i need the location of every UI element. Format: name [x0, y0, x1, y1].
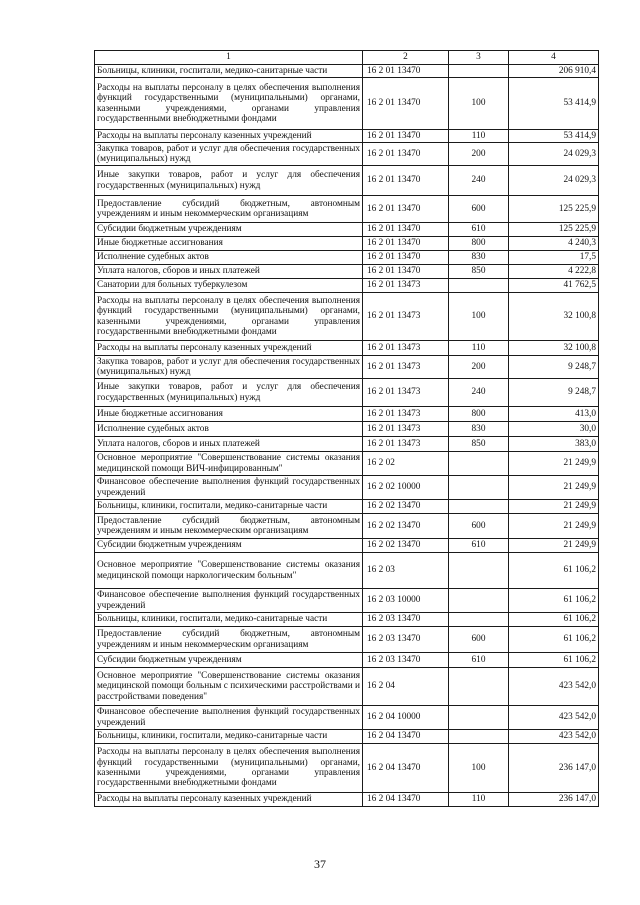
row-name-cell: Расходы на выплаты персоналу казенных учреждений — [95, 793, 363, 807]
table-row — [95, 223, 599, 237]
table-row — [95, 452, 599, 476]
expense-type-cell: 830 — [449, 251, 509, 265]
table-row — [95, 653, 599, 668]
row-name-cell: Уплата налогов, сборов и иных платежей — [95, 265, 363, 279]
expense-type-cell: 100 — [449, 293, 509, 341]
target-code-cell: 16 2 02 13470 — [363, 539, 449, 553]
target-code-cell: 16 2 04 — [363, 668, 449, 706]
expense-type-cell: 610 — [449, 223, 509, 237]
table-row — [95, 668, 599, 706]
target-code-cell: 16 2 04 13470 — [363, 744, 449, 793]
expense-type-cell — [449, 668, 509, 706]
expense-type-cell: 110 — [449, 341, 509, 356]
expense-type-cell: 240 — [449, 166, 509, 196]
expense-type-cell: 830 — [449, 422, 509, 437]
amount-cell: 41 762,5 — [509, 279, 599, 293]
amount-cell: 21 249,9 — [509, 476, 599, 500]
amount-cell: 9 248,7 — [509, 379, 599, 407]
expense-type-cell — [449, 279, 509, 293]
amount-cell: 24 029,3 — [509, 143, 599, 166]
row-name-cell: Предоставление субсидий бюджетным, автономным учреждениям и иным некоммерческим организациям — [95, 514, 363, 539]
table-row — [95, 514, 599, 539]
target-code-cell: 16 2 01 13470 — [363, 196, 449, 223]
expense-type-cell — [449, 452, 509, 476]
target-code-cell: 16 2 01 13470 — [363, 65, 449, 78]
amount-cell: 53 414,9 — [509, 78, 599, 130]
expense-type-cell: 800 — [449, 237, 509, 251]
table-row — [95, 744, 599, 793]
expense-type-cell: 850 — [449, 437, 509, 452]
table-row — [95, 379, 599, 407]
target-code-cell: 16 2 01 13470 — [363, 265, 449, 279]
table-row — [95, 407, 599, 422]
table-row — [95, 237, 599, 251]
amount-cell: 61 106,2 — [509, 653, 599, 668]
amount-cell: 61 106,2 — [509, 613, 599, 627]
row-name-cell: Исполнение судебных актов — [95, 422, 363, 437]
expense-type-cell: 110 — [449, 130, 509, 143]
table-row — [95, 143, 599, 166]
table-row — [95, 613, 599, 627]
amount-cell: 423 542,0 — [509, 668, 599, 706]
table-row — [95, 341, 599, 356]
expense-type-cell — [449, 730, 509, 744]
column-number-4: 4 — [509, 51, 599, 65]
expense-type-cell: 100 — [449, 744, 509, 793]
table-row — [95, 553, 599, 589]
amount-cell: 21 249,9 — [509, 500, 599, 514]
table-row — [95, 437, 599, 452]
target-code-cell: 16 2 03 — [363, 553, 449, 589]
row-name-cell: Расходы на выплаты персоналу казенных учреждений — [95, 130, 363, 143]
amount-cell: 61 106,2 — [509, 589, 599, 613]
expense-type-cell — [449, 706, 509, 730]
table-row — [95, 130, 599, 143]
amount-cell: 61 106,2 — [509, 627, 599, 653]
row-name-cell: Основное мероприятие "Совершенствование системы оказания медицинской помощи ВИЧ-инфицированным" — [95, 452, 363, 476]
target-code-cell: 16 2 03 13470 — [363, 653, 449, 668]
amount-cell: 21 249,9 — [509, 539, 599, 553]
target-code-cell: 16 2 01 13473 — [363, 356, 449, 379]
expense-type-cell: 600 — [449, 196, 509, 223]
amount-cell: 9 248,7 — [509, 356, 599, 379]
expense-type-cell: 850 — [449, 265, 509, 279]
target-code-cell: 16 2 01 13473 — [363, 279, 449, 293]
expense-type-cell — [449, 553, 509, 589]
column-number-1: 1 — [95, 51, 363, 65]
expense-type-cell — [449, 65, 509, 78]
column-number-2: 2 — [363, 51, 449, 65]
table-row — [95, 476, 599, 500]
row-name-cell: Иные бюджетные ассигнования — [95, 407, 363, 422]
table-row — [95, 265, 599, 279]
expense-type-cell: 110 — [449, 793, 509, 807]
target-code-cell: 16 2 01 13470 — [363, 166, 449, 196]
target-code-cell: 16 2 01 13473 — [363, 293, 449, 341]
table-row — [95, 793, 599, 807]
row-name-cell: Больницы, клиники, госпитали, медико-санитарные части — [95, 613, 363, 627]
expense-type-cell: 200 — [449, 356, 509, 379]
amount-cell: 32 100,8 — [509, 293, 599, 341]
amount-cell: 21 249,9 — [509, 452, 599, 476]
row-name-cell: Субсидии бюджетным учреждениям — [95, 653, 363, 668]
amount-cell: 61 106,2 — [509, 553, 599, 589]
row-name-cell: Субсидии бюджетным учреждениям — [95, 539, 363, 553]
amount-cell: 413,0 — [509, 407, 599, 422]
budget-table-body — [95, 51, 599, 807]
row-name-cell: Финансовое обеспечение выполнения функций государственных учреждений — [95, 589, 363, 613]
expense-type-cell — [449, 589, 509, 613]
amount-cell: 17,5 — [509, 251, 599, 265]
table-row — [95, 539, 599, 553]
target-code-cell: 16 2 03 13470 — [363, 627, 449, 653]
row-name-cell: Расходы на выплаты персоналу в целях обеспечения выполнения функций государственными (муниципальными) органами, казенными учреждениями, органами управления государственными внебюджетными фондами — [95, 293, 363, 341]
table-row — [95, 706, 599, 730]
expense-type-cell — [449, 500, 509, 514]
expense-type-cell: 200 — [449, 143, 509, 166]
target-code-cell: 16 2 01 13470 — [363, 251, 449, 265]
table-row — [95, 65, 599, 78]
row-name-cell: Расходы на выплаты персоналу в целях обеспечения выполнения функций государственными (муниципальными) органами, казенными учреждениями, органами управления государственными внебюджетными фондами — [95, 78, 363, 130]
table-row — [95, 279, 599, 293]
row-name-cell: Уплата налогов, сборов и иных платежей — [95, 437, 363, 452]
row-name-cell: Финансовое обеспечение выполнения функций государственных учреждений — [95, 476, 363, 500]
target-code-cell: 16 2 01 13473 — [363, 379, 449, 407]
budget-table — [94, 50, 599, 807]
row-name-cell: Субсидии бюджетным учреждениям — [95, 223, 363, 237]
row-name-cell: Больницы, клиники, госпитали, медико-санитарные части — [95, 730, 363, 744]
target-code-cell: 16 2 01 13470 — [363, 223, 449, 237]
expense-type-cell: 600 — [449, 627, 509, 653]
table-row — [95, 500, 599, 514]
amount-cell: 4 240,3 — [509, 237, 599, 251]
table-row — [95, 589, 599, 613]
row-name-cell: Предоставление субсидий бюджетным, автономным учреждениям и иным некоммерческим организациям — [95, 627, 363, 653]
target-code-cell: 16 2 02 13470 — [363, 500, 449, 514]
table-row — [95, 422, 599, 437]
row-name-cell: Основное мероприятие "Совершенствование системы оказания медицинской помощи наркологическим больным" — [95, 553, 363, 589]
target-code-cell: 16 2 01 13473 — [363, 437, 449, 452]
amount-cell: 53 414,9 — [509, 130, 599, 143]
table-row — [95, 166, 599, 196]
target-code-cell: 16 2 04 13470 — [363, 730, 449, 744]
row-name-cell: Иные бюджетные ассигнования — [95, 237, 363, 251]
table-row — [95, 78, 599, 130]
expense-type-cell — [449, 476, 509, 500]
row-name-cell: Расходы на выплаты персоналу в целях обеспечения выполнения функций государственными (муниципальными) органами, казенными учреждениями, органами управления государственными внебюджетными фондами — [95, 744, 363, 793]
expense-type-cell — [449, 613, 509, 627]
page-number: 37 — [314, 857, 326, 871]
amount-cell: 24 029,3 — [509, 166, 599, 196]
target-code-cell: 16 2 02 13470 — [363, 514, 449, 539]
row-name-cell: Иные закупки товаров, работ и услуг для обеспечения государственных (муниципальных) нужд — [95, 166, 363, 196]
target-code-cell: 16 2 03 13470 — [363, 613, 449, 627]
row-name-cell: Финансовое обеспечение выполнения функций государственных учреждений — [95, 706, 363, 730]
column-number-row — [95, 51, 599, 65]
amount-cell: 125 225,9 — [509, 196, 599, 223]
target-code-cell: 16 2 01 13470 — [363, 237, 449, 251]
expense-type-cell: 800 — [449, 407, 509, 422]
target-code-cell: 16 2 01 13473 — [363, 422, 449, 437]
row-name-cell: Закупка товаров, работ и услуг для обеспечения государственных (муниципальных) нужд — [95, 143, 363, 166]
column-number-3: 3 — [449, 51, 509, 65]
amount-cell: 125 225,9 — [509, 223, 599, 237]
table-row — [95, 251, 599, 265]
target-code-cell: 16 2 01 13470 — [363, 130, 449, 143]
expense-type-cell: 100 — [449, 78, 509, 130]
amount-cell: 383,0 — [509, 437, 599, 452]
expense-type-cell: 240 — [449, 379, 509, 407]
target-code-cell: 16 2 01 13470 — [363, 78, 449, 130]
row-name-cell: Больницы, клиники, госпитали, медико-санитарные части — [95, 65, 363, 78]
amount-cell: 4 222,8 — [509, 265, 599, 279]
target-code-cell: 16 2 04 13470 — [363, 793, 449, 807]
table-row — [95, 356, 599, 379]
amount-cell: 423 542,0 — [509, 706, 599, 730]
target-code-cell: 16 2 01 13473 — [363, 407, 449, 422]
table-row — [95, 196, 599, 223]
amount-cell: 206 910,4 — [509, 65, 599, 78]
amount-cell: 236 147,0 — [509, 744, 599, 793]
table-row — [95, 627, 599, 653]
row-name-cell: Расходы на выплаты персоналу казенных учреждений — [95, 341, 363, 356]
row-name-cell: Исполнение судебных актов — [95, 251, 363, 265]
target-code-cell: 16 2 03 10000 — [363, 589, 449, 613]
table-row — [95, 730, 599, 744]
target-code-cell: 16 2 02 — [363, 452, 449, 476]
row-name-cell: Предоставление субсидий бюджетным, автономным учреждениям и иным некоммерческим организациям — [95, 196, 363, 223]
row-name-cell: Больницы, клиники, госпитали, медико-санитарные части — [95, 500, 363, 514]
amount-cell: 236 147,0 — [509, 793, 599, 807]
amount-cell: 32 100,8 — [509, 341, 599, 356]
row-name-cell: Иные закупки товаров, работ и услуг для обеспечения государственных (муниципальных) нужд — [95, 379, 363, 407]
amount-cell: 21 249,9 — [509, 514, 599, 539]
target-code-cell: 16 2 04 10000 — [363, 706, 449, 730]
row-name-cell: Закупка товаров, работ и услуг для обеспечения государственных (муниципальных) нужд — [95, 356, 363, 379]
amount-cell: 30,0 — [509, 422, 599, 437]
expense-type-cell: 600 — [449, 514, 509, 539]
target-code-cell: 16 2 01 13470 — [363, 143, 449, 166]
target-code-cell: 16 2 02 10000 — [363, 476, 449, 500]
row-name-cell: Санатории для больных туберкулезом — [95, 279, 363, 293]
expense-type-cell: 610 — [449, 539, 509, 553]
target-code-cell: 16 2 01 13473 — [363, 341, 449, 356]
expense-type-cell: 610 — [449, 653, 509, 668]
amount-cell: 423 542,0 — [509, 730, 599, 744]
table-row — [95, 293, 599, 341]
row-name-cell: Основное мероприятие "Совершенствование системы оказания медицинской помощи больным с психическими расстройствами и расстройствами поведения" — [95, 668, 363, 706]
